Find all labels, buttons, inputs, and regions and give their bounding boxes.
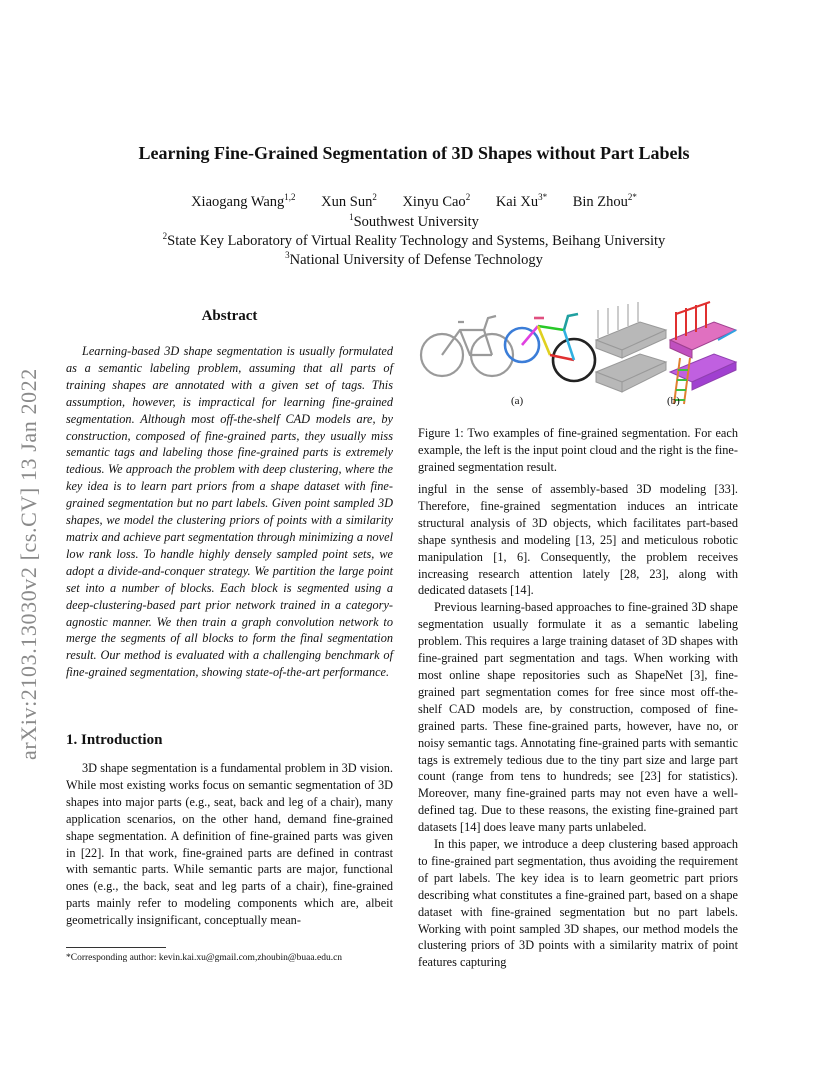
author: Kai $Xu^{3*}$ (495, 192, 548, 210)
bed-point-cloud (596, 302, 666, 392)
paragraph: In this paper, we introduce a deep clustering based approach to fine-grained part segmentation, thus avoiding the requirement of part labels. The key idea is to learn geometric part priors describing what constitutes a fine-grained part, based on a shape dataset with fine-grained segmentation but no part labels. Working with point sampled 3D shapes, our method models the clustering priors of 3D points with a similarity matrix of point features capturing (418, 837, 738, 970)
figure-label-a: (a) (511, 395, 524, 407)
author: Xun Sun$^2$ (321, 192, 377, 210)
paragraph: Previous learning-based approaches to fine-grained 3D shape segmentation usually formulate it as a semantic labeling problem. This requires a large training dataset of 3D shapes with fine-grained part segmentation and tags. When working with most online shape repositories such as ShapeNet [3], fine-grained part segmentation comes for free since most off-the-shelf CAD models are, by construction, composed of fine-grained parts. These fine-grained parts, however, have no, or noisy semantic tags. Annotating fine-grained parts with semantic tags is extremely tedious due to the tiny part size and large part count (range from tens to hundreds; see [23] for statistics). Moreover, many fine-grained parts may not even have a well-defined tag. Due to these reasons, the existing fine-grained part datasets [14] does leave many parts unlabeled. (418, 600, 738, 835)
footnote-rule (66, 947, 166, 948)
figure-1 (418, 300, 738, 408)
affiliation: $^3$National University of Defense Technology (285, 250, 543, 268)
intro-heading: 1. Introduction (66, 732, 163, 748)
abstract-heading: Abstract (201, 308, 258, 324)
bike-point-cloud (421, 316, 513, 376)
figure-caption: Figure 1: Two examples of fine-grained segmentation. For each example, the left is the input point cloud and the right is the fine-grained segmentation result. (418, 426, 738, 474)
affiliation: $^2$State Key Laboratory of Virtual Reality Technology and Systems, Beihang University (162, 231, 666, 249)
arxiv-stamp (10, 290, 50, 760)
footnote: *Corresponding author: kevin.kai.xu@gmail.com,zhoubin@buaa.edu.cn (66, 953, 343, 963)
right-column-text (418, 481, 738, 971)
arxiv-id: arXiv:2103.13030v2 [cs.CV] 13 Jan 2022 (16, 368, 41, 760)
bed-segmentation (670, 302, 736, 404)
intro-text: 3D shape segmentation is a fundamental problem in 3D vision. While most existing works focus on semantic segmentation of 3D shapes into major parts (e.g., seat, back and leg of a chair), many application scenarios, on the other hand, demand fine-grained shape segmentation. A definition of fine-grained parts was given in [22]. In that work, fine-grained parts are defined in contrast with semantic parts. While semantic parts are major, functional ones (e.g., the back, seat and leg parts of a chair), fine-grained parts mainly refer to modeling components which are, albeit geometrically insignificant, conceptually mean- (66, 761, 393, 928)
figure-1-graphic (418, 300, 738, 408)
paragraph: ingful in the sense of assembly-based 3D modeling [33]. Therefore, fine-grained segmentation induces an intricate structural analysis of 3D objects, which facilitates part-based shape synthesis and modeling [13, 25] and meticulous robotic manipulation [1, 6]. Consequently, the problem receives increasing research attention lately [28, 23], along with dedicated datasets [14]. (418, 482, 738, 598)
author: Xiaogang Wang$^{1,2}$ (191, 192, 296, 210)
paper-title: Learning Fine-Grained Segmentation of 3D Shapes without Part Labels (138, 143, 690, 163)
author-list (0, 193, 828, 212)
author: Xinyu Cao$^2$ (402, 192, 471, 210)
bike-segmentation (505, 314, 595, 381)
figure-label-b: (b) (667, 395, 680, 407)
author: Bin Zhou$^{2*}$ (572, 192, 637, 210)
affiliation: $^1$Southwest University (349, 212, 479, 230)
abstract-text: Learning-based 3D shape segmentation is usually formulated as a semantic labeling problem, assuming that all parts of training shapes are annotated with a given set of tags. This assumption, however, is impractical for learning fine-grained segmentation. Although most off-the-shelf CAD models are, by construction, composed of fine-grained parts, they usually miss semantic tags and labeling those fine-grained parts is extremely tedious. We approach the problem with deep clustering, where the key idea is to learn part priors from a shape dataset with fine-grained segmentation but no part labels. Given point sampled 3D shapes, we model the clustering priors of points with a similarity matrix and achieve part segmentation through minimizing a novel low rank loss. To handle highly densely sampled point sets, we adopt a divide-and-conquer strategy. We partition the large point set into a number of blocks. Each block is segmented using a deep-clustering-based part prior network trained in a category-agnostic manner. We then train a graph convolution network to merge the segments of all blocks to form the final segmentation result. Our method is evaluated with a challenging benchmark of fine-grained segmentation, showing state-of-the-art performance. (66, 344, 393, 680)
